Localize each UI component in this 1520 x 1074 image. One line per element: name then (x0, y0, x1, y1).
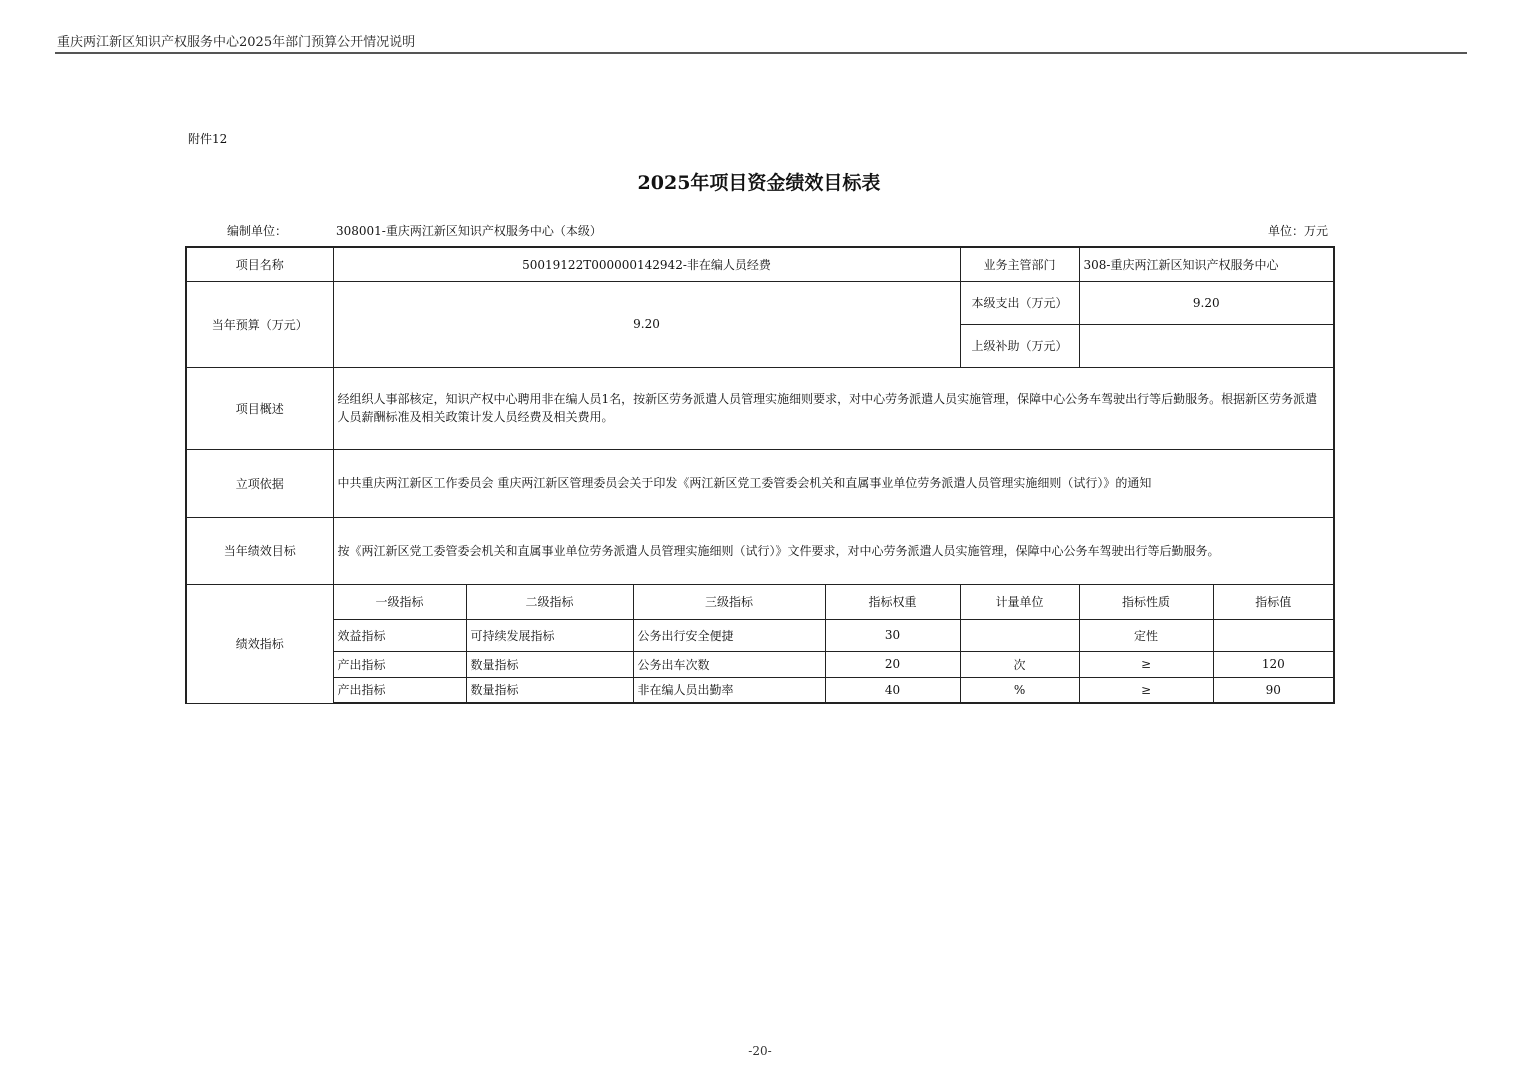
own-expense-label: 本级支出（万元） (960, 281, 1079, 324)
own-expense-value: 9.20 (1079, 281, 1334, 324)
compiling-unit-value: 308001-重庆两江新区知识产权服务中心（本级） (336, 224, 602, 238)
indicator-cell-unit: 次 (960, 651, 1079, 677)
indicator-cell-value (1213, 619, 1334, 651)
compiling-unit-label: 编制单位： (227, 224, 288, 238)
money-unit: 单位：万元 (1267, 224, 1328, 238)
dept-label: 业务主管部门 (960, 247, 1079, 281)
indicator-header: 指标权重 (825, 584, 960, 619)
indicator-cell-level2: 数量指标 (466, 651, 633, 677)
indicator-cell-value: 120 (1213, 651, 1334, 677)
indicator-header: 计量单位 (960, 584, 1079, 619)
indicator-header: 指标值 (1213, 584, 1334, 619)
indicator-cell-level3: 公务出行安全便捷 (633, 619, 825, 651)
project-name-value: 50019122T000000142942-非在编人员经费 (333, 247, 960, 281)
budget-label: 当年预算（万元） (186, 281, 333, 367)
indicator-cell-level1: 产出指标 (333, 651, 466, 677)
page-number: -20- (748, 1044, 772, 1058)
indicator-header: 指标性质 (1079, 584, 1213, 619)
overview-label: 项目概述 (186, 367, 333, 449)
indicator-cell-weight: 20 (825, 651, 960, 677)
indicator-cell-level2: 可持续发展指标 (466, 619, 633, 651)
indicator-header: 二级指标 (466, 584, 633, 619)
basis-label: 立项依据 (186, 449, 333, 517)
indicator-cell-level3: 公务出车次数 (633, 651, 825, 677)
project-name-label: 项目名称 (186, 247, 333, 281)
indicator-cell-nature: 定性 (1079, 619, 1213, 651)
goal-label: 当年绩效目标 (186, 517, 333, 584)
performance-target-table (185, 246, 1335, 704)
indicator-header: 一级指标 (333, 584, 466, 619)
indicator-cell-unit: % (960, 677, 1079, 703)
indicator-cell-nature: ≥ (1079, 651, 1213, 677)
subsidy-value (1079, 324, 1334, 367)
indicator-cell-weight: 40 (825, 677, 960, 703)
running-header: 重庆两江新区知识产权服务中心2025年部门预算公开情况说明 (57, 35, 416, 50)
basis-value: 中共重庆两江新区工作委员会 重庆两江新区管理委员会关于印发《两江新区党工委管委会机关和直属事业单位劳务派遣人员管理实施细则（试行）》的通知 (333, 449, 1334, 517)
indicator-cell-value: 90 (1213, 677, 1334, 703)
indicator-cell-level1: 效益指标 (333, 619, 466, 651)
indicator-cell-weight: 30 (825, 619, 960, 651)
indicator-header: 三级指标 (633, 584, 825, 619)
indicator-cell-nature: ≥ (1079, 677, 1213, 703)
indicator-cell-unit (960, 619, 1079, 651)
budget-value: 9.20 (333, 281, 960, 367)
goal-value: 按《两江新区党工委管委会机关和直属事业单位劳务派遣人员管理实施细则（试行）》文件要求，对中心劳务派遣人员实施管理，保障中心公务车驾驶出行等后勤服务。 (333, 517, 1334, 584)
indicator-cell-level3: 非在编人员出勤率 (633, 677, 825, 703)
indicators-label: 绩效指标 (186, 584, 333, 703)
overview-value: 经组织人事部核定，知识产权中心聘用非在编人员1名，按新区劳务派遣人员管理实施细则要求，对中心劳务派遣人员实施管理，保障中心公务车驾驶出行等后勤服务。根据新区劳务派遣人员薪酬标准及相关政策计发人员经费及相关费用。 (333, 367, 1334, 449)
indicator-cell-level2: 数量指标 (466, 677, 633, 703)
indicator-cell-level1: 产出指标 (333, 677, 466, 703)
dept-value: 308-重庆两江新区知识产权服务中心 (1079, 247, 1334, 281)
document-title: 2025年项目资金绩效目标表 (637, 172, 881, 194)
subsidy-label: 上级补助（万元） (960, 324, 1079, 367)
header-rule (55, 52, 1467, 54)
attachment-label: 附件12 (188, 132, 228, 146)
